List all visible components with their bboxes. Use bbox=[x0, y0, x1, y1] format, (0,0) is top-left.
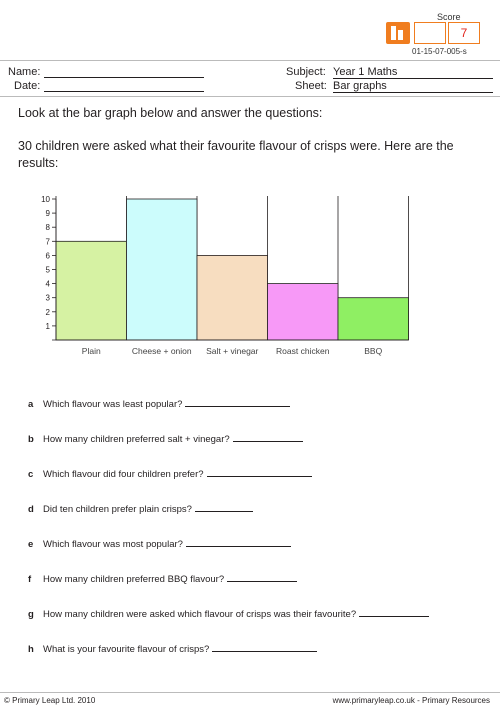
question-letter: e bbox=[28, 539, 34, 550]
bar-roast-chicken bbox=[268, 284, 339, 340]
intro-text: 30 children were asked what their favourite flavour of crisps were. Here are the results: bbox=[18, 139, 454, 170]
date-field[interactable] bbox=[44, 79, 204, 92]
website-text: www.primaryleap.co.uk - Primary Resources bbox=[332, 696, 490, 705]
date-label: Date: bbox=[14, 80, 41, 92]
x-category-label: Roast chicken bbox=[276, 346, 330, 356]
y-tick-label: 8 bbox=[45, 223, 50, 233]
answer-line[interactable] bbox=[186, 537, 291, 547]
bar-bbq bbox=[338, 298, 409, 340]
question-text: Which flavour did four children prefer? bbox=[43, 469, 204, 480]
answer-line[interactable] bbox=[359, 607, 429, 617]
answer-line[interactable] bbox=[233, 432, 303, 442]
y-tick-label: 7 bbox=[45, 237, 50, 247]
y-tick-label: 1 bbox=[45, 321, 50, 331]
sheet-code: 01-15-07-005-s bbox=[412, 47, 467, 56]
question-letter: h bbox=[28, 644, 34, 655]
bar-salt-vinegar bbox=[197, 255, 268, 340]
question-c bbox=[28, 467, 312, 480]
question-letter: c bbox=[28, 469, 34, 480]
footer-divider bbox=[0, 692, 500, 693]
y-tick-label: 5 bbox=[45, 265, 50, 275]
answer-line[interactable] bbox=[185, 397, 290, 407]
bar-chart bbox=[36, 194, 436, 364]
question-text: How many children preferred salt + vinegar? bbox=[43, 434, 230, 445]
y-tick-label: 3 bbox=[45, 293, 50, 303]
answer-line[interactable] bbox=[227, 572, 297, 582]
question-a bbox=[28, 397, 290, 410]
score-total-box bbox=[414, 22, 446, 44]
score-value: 7 bbox=[448, 22, 480, 44]
info-divider bbox=[0, 96, 500, 97]
primary-leap-logo-icon bbox=[386, 22, 410, 44]
answer-line[interactable] bbox=[212, 642, 317, 652]
question-text: Which flavour was most popular? bbox=[43, 539, 183, 550]
bar-plain bbox=[56, 241, 127, 340]
question-e bbox=[28, 537, 291, 550]
sheet-label: Sheet: bbox=[295, 80, 327, 92]
y-tick-label: 10 bbox=[41, 195, 50, 204]
x-category-label: Plain bbox=[81, 346, 101, 356]
question-text: Did ten children prefer plain crisps? bbox=[43, 504, 192, 515]
answer-line[interactable] bbox=[195, 502, 253, 512]
question-g bbox=[28, 607, 429, 620]
bar-cheese-onion bbox=[127, 199, 198, 340]
subject-label: Subject: bbox=[286, 66, 326, 78]
question-letter: f bbox=[28, 574, 32, 585]
question-letter: b bbox=[28, 434, 34, 445]
question-text: How many children preferred BBQ flavour? bbox=[43, 574, 225, 585]
sheet-value: Bar graphs bbox=[333, 80, 493, 93]
question-text: Which flavour was least popular? bbox=[43, 399, 183, 410]
instruction-text: Look at the bar graph below and answer the questions: bbox=[18, 106, 323, 120]
question-letter: a bbox=[28, 399, 34, 410]
score-label: Score bbox=[437, 12, 461, 22]
question-letter: g bbox=[28, 609, 34, 620]
x-category-label: BBQ bbox=[364, 346, 383, 356]
name-label: Name: bbox=[8, 66, 41, 78]
answer-line[interactable] bbox=[207, 467, 312, 477]
question-h bbox=[28, 642, 317, 655]
y-tick-label: 4 bbox=[45, 279, 50, 289]
question-text: What is your favourite flavour of crisps? bbox=[43, 644, 210, 655]
copyright-text: © Primary Leap Ltd. 2010 bbox=[4, 696, 96, 705]
question-text: How many children were asked which flavour of crisps was their favourite? bbox=[43, 609, 357, 620]
y-tick-label: 6 bbox=[45, 251, 50, 261]
subject-value: Year 1 Maths bbox=[333, 66, 493, 79]
question-d bbox=[28, 502, 253, 515]
header-divider bbox=[0, 60, 500, 61]
x-category-label: Salt + vinegar bbox=[206, 346, 259, 356]
question-f bbox=[28, 572, 297, 585]
question-b bbox=[28, 432, 303, 445]
name-field[interactable] bbox=[44, 65, 204, 78]
x-category-label: Cheese + onion bbox=[131, 346, 192, 356]
question-letter: d bbox=[28, 504, 34, 515]
y-tick-label: 2 bbox=[45, 307, 50, 317]
y-tick-label: 9 bbox=[45, 209, 50, 219]
